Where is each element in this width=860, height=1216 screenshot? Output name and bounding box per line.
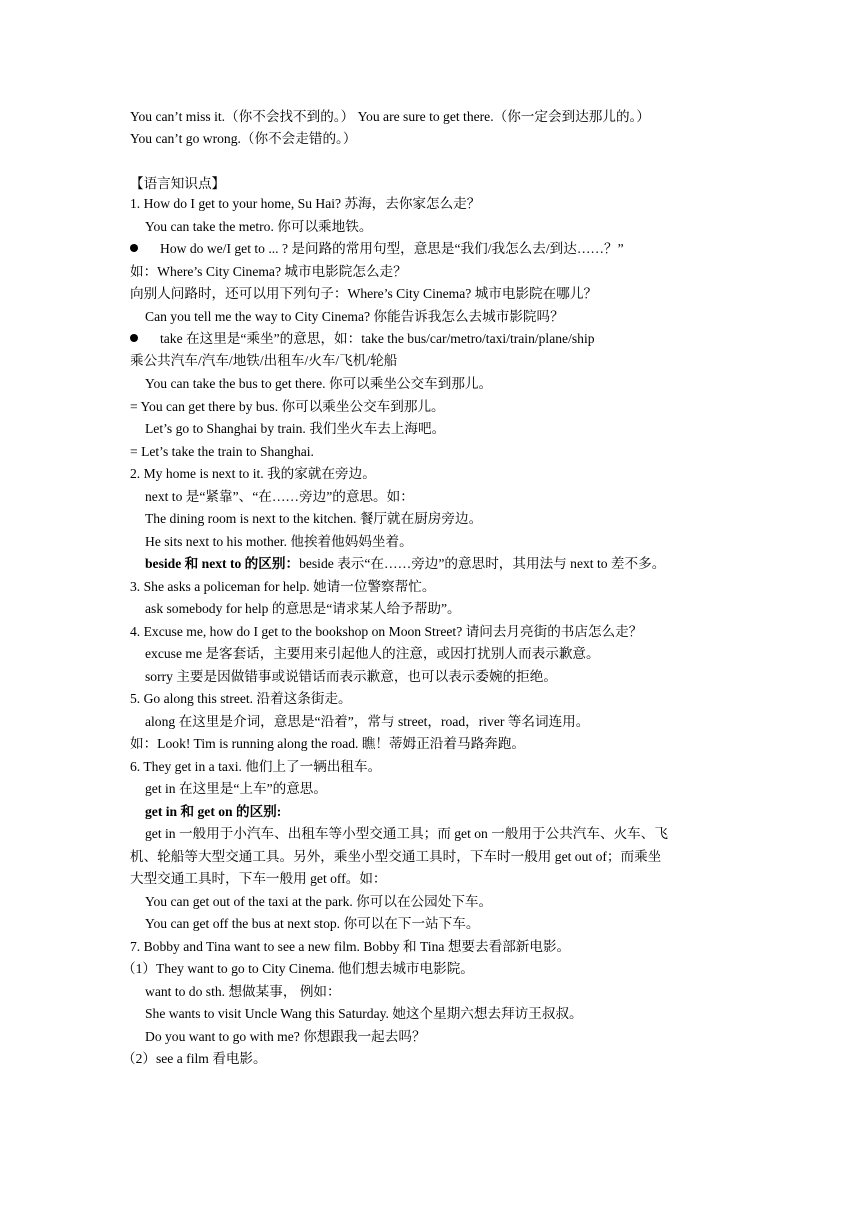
text-line: （2）see a film 看电影。 — [122, 1051, 267, 1066]
text-line: sorry 主要是因做错事或说错话而表示歉意，也可以表示委婉的拒绝。 — [145, 669, 557, 684]
text-line: ask somebody for help 的意思是“请求某人给予帮助”。 — [145, 601, 461, 616]
text-line: 机、轮船等大型交通工具。另外，乘坐小型交通工具时，下车时一般用 get out of；而乘坐 — [130, 849, 662, 864]
text-line: Can you tell me the way to City Cinema? 你能告诉我怎么去城市影院吗？ — [145, 309, 564, 324]
bullet-text: How do we/I get to ... ? 是问路的常用句型，意思是“我们/我怎么去/到达……？” — [160, 241, 624, 256]
text-line: 如：Where’s City Cinema? 城市电影院怎么走？ — [130, 264, 407, 279]
text-line: 2. My home is next to it. 我的家就在旁边。 — [130, 466, 376, 481]
bullet-icon — [130, 244, 138, 252]
text-line: You can get out of the taxi at the park. 你可以在公园处下车。 — [145, 894, 493, 909]
text-line: （1）They want to go to City Cinema. 他们想去城市电影院。 — [122, 961, 474, 976]
text-line: 乘公共汽车/汽车/地铁/出租车/火车/飞机/轮船 — [130, 353, 398, 368]
bold-term: beside 和 next to 的区别： — [145, 556, 300, 571]
text-line: You can get off the bus at next stop. 你可以在下一站下车。 — [145, 916, 480, 931]
text-line: 3. She asks a policeman for help. 她请一位警察帮忙。 — [130, 579, 436, 594]
text-line: 7. Bobby and Tina want to see a new film. Bobby 和 Tina 想要去看部新电影。 — [130, 939, 571, 954]
text-line: = You can get there by bus. 你可以乘坐公交车到那儿。 — [130, 399, 445, 414]
bullet-icon — [130, 334, 138, 342]
text-line: You can take the metro. 你可以乘地铁。 — [145, 219, 373, 234]
text-line: 1. How do I get to your home, Su Hai? 苏海，去你家怎么走？ — [130, 196, 481, 211]
text-line: want to do sth. 想做某事， 例如： — [145, 984, 341, 999]
text-line: 5. Go along this street. 沿着这条街走。 — [130, 691, 352, 706]
text-line — [145, 555, 665, 573]
text-line: 向别人问路时，还可以用下列句子：Where’s City Cinema? 城市电影院在哪儿？ — [130, 286, 598, 301]
bullet-line — [130, 240, 624, 258]
text-line: You can take the bus to get there. 你可以乘坐公交车到那儿。 — [145, 376, 493, 391]
text-line: get in 一般用于小汽车、出租车等小型交通工具；而 get on 一般用于公共汽车、火车、飞 — [145, 826, 668, 841]
text-line: Do you want to go with me? 你想跟我一起去吗？ — [145, 1029, 426, 1044]
text-line: get in 在这里是“上车”的意思。 — [145, 781, 327, 796]
explanation: beside 表示“在……旁边”的意思时，其用法与 next to 差不多。 — [299, 556, 666, 571]
text-line: You can’t go wrong.（你不会走错的。） — [130, 131, 357, 146]
bold-subheading: get in 和 get on 的区别: — [145, 804, 282, 819]
text-line: 4. Excuse me, how do I get to the bookshop on Moon Street? 请问去月亮街的书店怎么走？ — [130, 624, 643, 639]
text-line: 大型交通工具时，下车一般用 get off。如： — [130, 871, 387, 886]
text-line: excuse me 是客套话，主要用来引起他人的注意，或因打扰别人而表示歉意。 — [145, 646, 600, 661]
section-heading: 【语言知识点】 — [130, 176, 226, 191]
text-line: 如：Look! Tim is running along the road. 瞧！蒂姆正沿着马路奔跑。 — [130, 736, 525, 751]
text-line: Let’s go to Shanghai by train. 我们坐火车去上海吧。 — [145, 421, 446, 436]
text-line: along 在这里是介词，意思是“沿着”，常与 street，road，river 等名词连用。 — [145, 714, 590, 729]
text-line: You can’t miss it.（你不会找不到的。） You are sure to get there.（你一定会到达那儿的。） — [130, 109, 650, 124]
text-line: = Let’s take the train to Shanghai. — [130, 444, 314, 459]
text-line: next to 是“紧靠”、“在……旁边”的意思。如： — [145, 489, 414, 504]
text-line: 6. They get in a taxi. 他们上了一辆出租车。 — [130, 759, 382, 774]
text-line: She wants to visit Uncle Wang this Saturday. 她这个星期六想去拜访王叔叔。 — [145, 1006, 583, 1021]
bullet-text: take 在这里是“乘坐”的意思，如：take the bus/car/metro/taxi/train/plane/ship — [160, 331, 595, 346]
text-line: The dining room is next to the kitchen. 餐厅就在厨房旁边。 — [145, 511, 483, 526]
text-line: He sits next to his mother. 他挨着他妈妈坐着。 — [145, 534, 413, 549]
bullet-line — [130, 330, 595, 348]
